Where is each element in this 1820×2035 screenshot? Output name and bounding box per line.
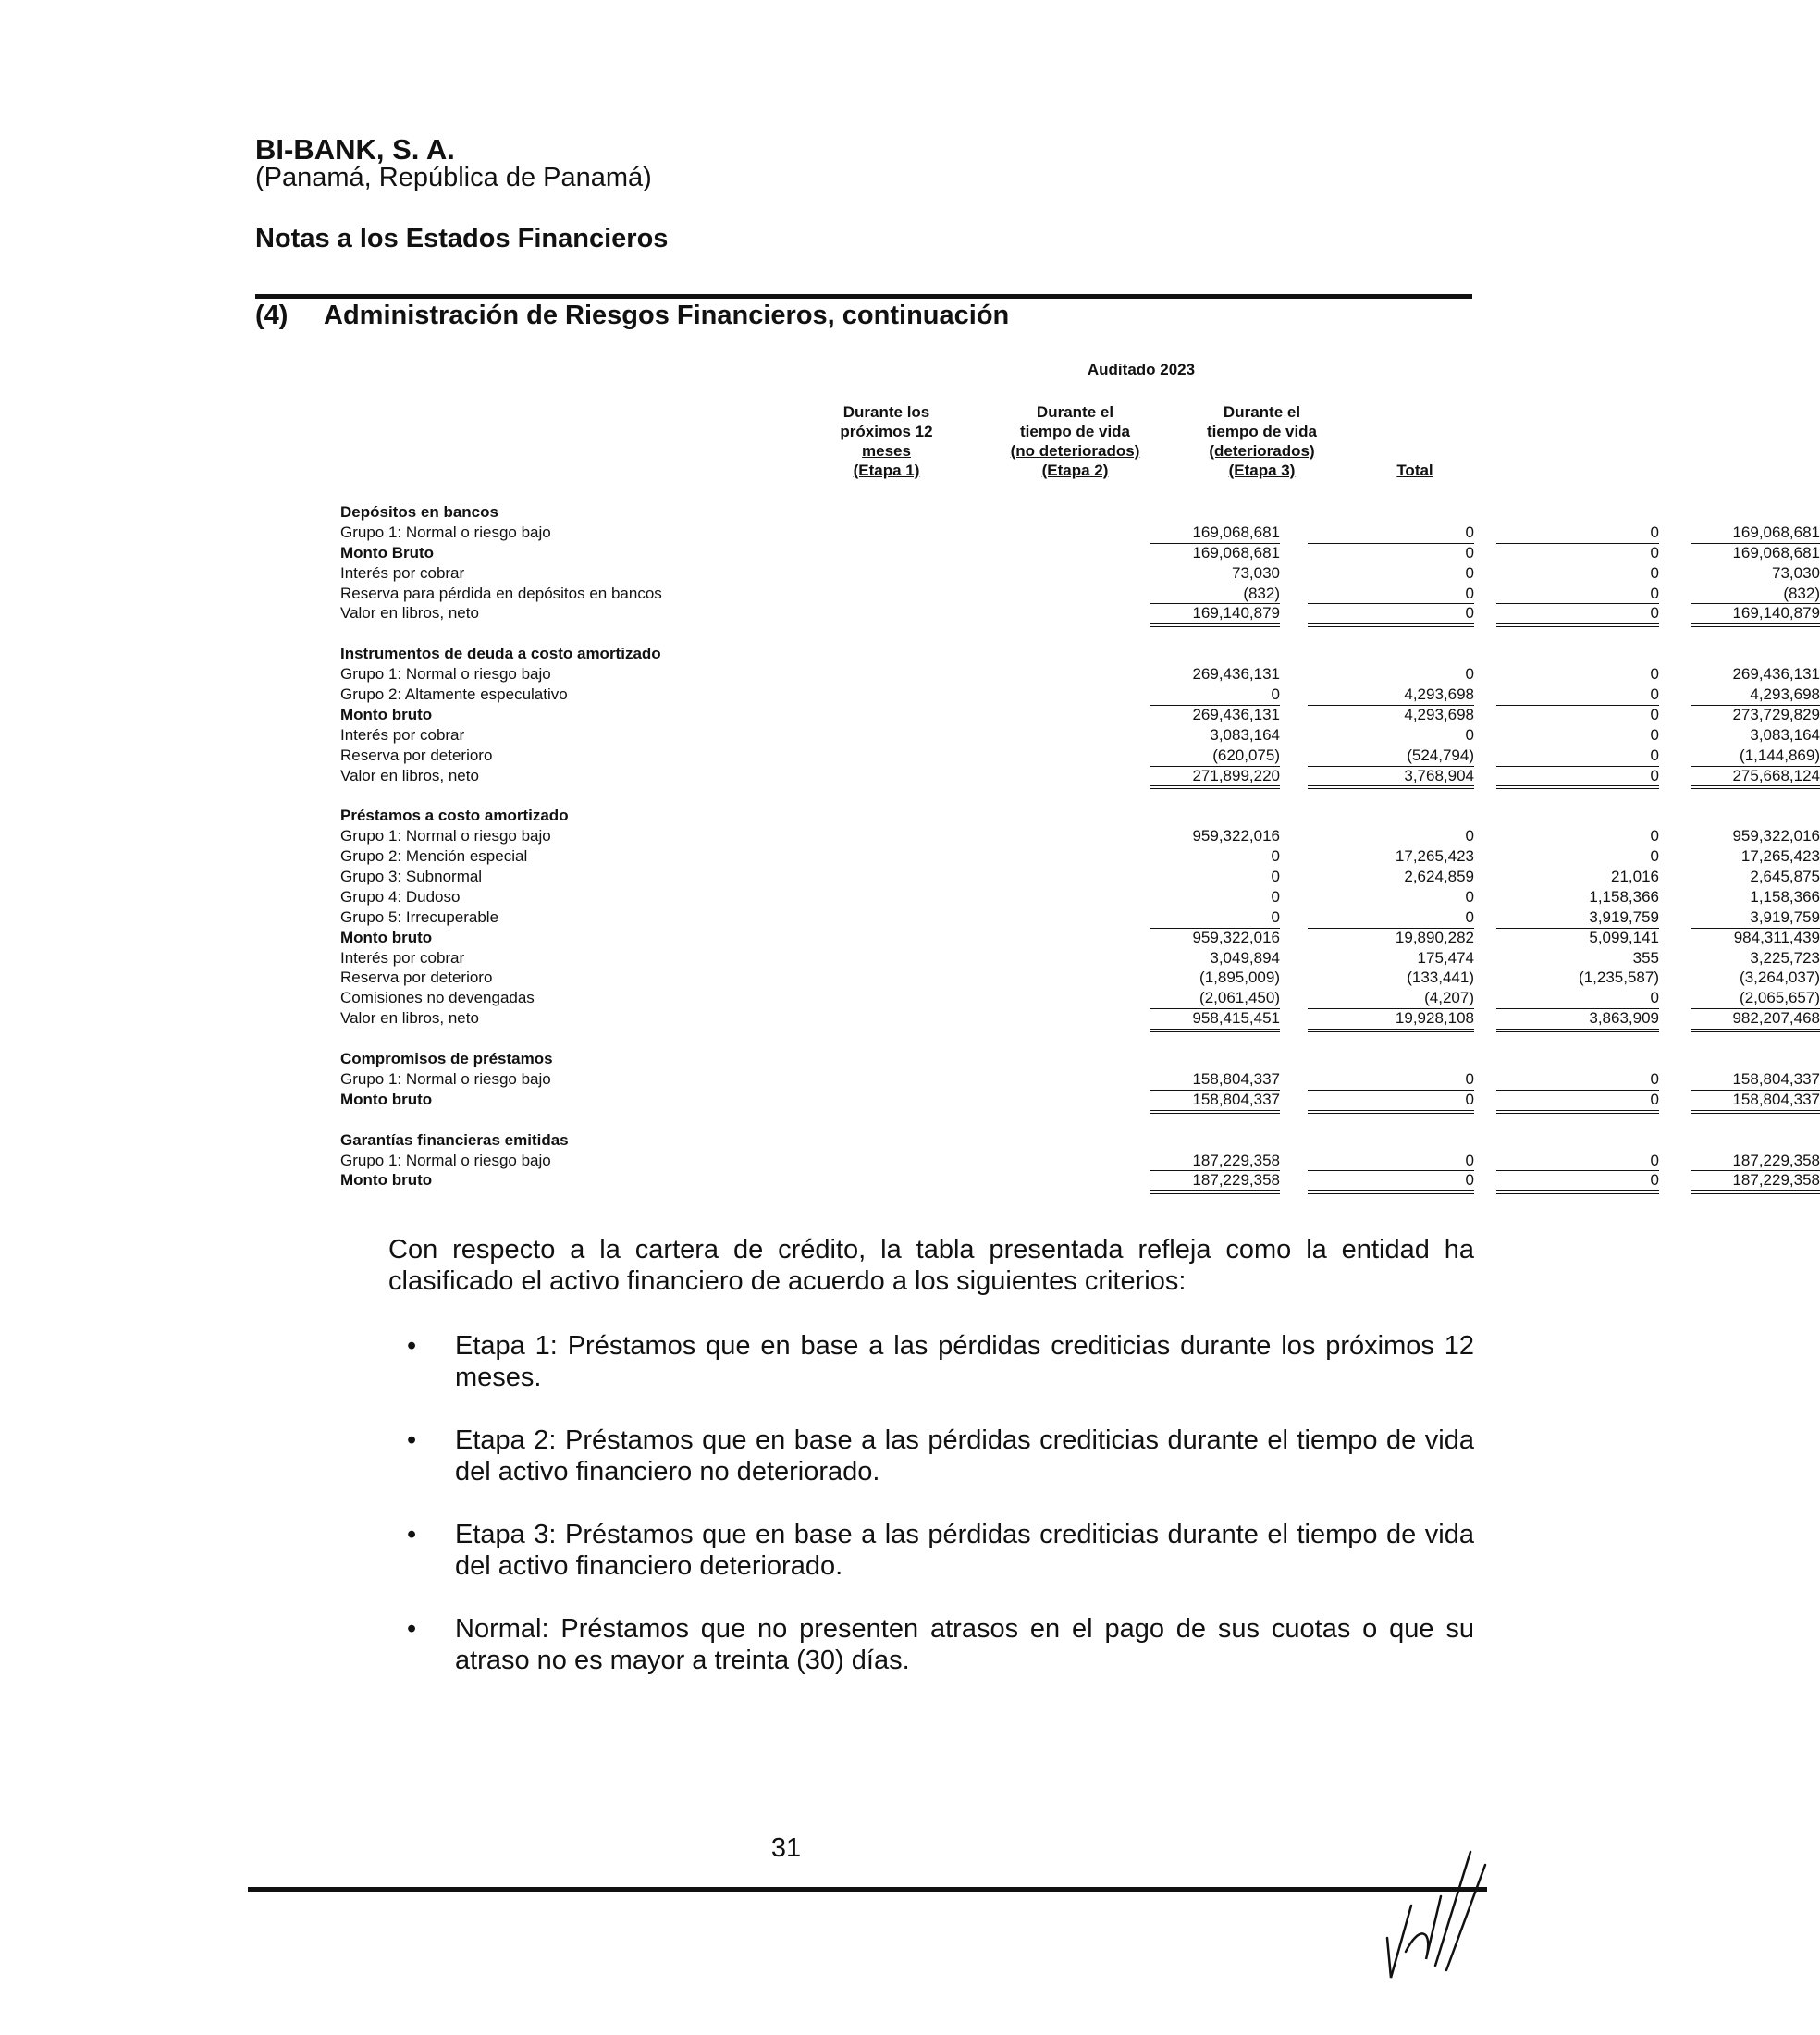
section-label: Compromisos de préstamos [340, 1050, 553, 1068]
cell-total: (1,144,869) [1691, 746, 1820, 767]
table-section-header [340, 1049, 1469, 1069]
cell-etapa-3: 3,919,759 [1496, 907, 1659, 929]
cell-etapa-3: 1,158,366 [1589, 887, 1659, 906]
table-row [340, 543, 1820, 563]
bullet-icon: • [407, 1520, 417, 1549]
table-row [340, 1090, 1820, 1110]
table-row [340, 584, 1820, 604]
column-header-line: tiempo de vida [1019, 423, 1131, 440]
table-row [340, 766, 1820, 786]
cell-etapa-3: (1,235,587) [1579, 968, 1659, 987]
cell-etapa-2: 0 [1465, 887, 1474, 906]
cell-total: 17,265,423 [1740, 847, 1820, 866]
column-header-line: próximos 12 [840, 423, 933, 440]
row-label: Monto Bruto [340, 543, 435, 561]
criteria-item [388, 1330, 1474, 1393]
table-row [340, 928, 1820, 948]
section-label: Préstamos a costo amortizado [340, 807, 569, 825]
section-heading [255, 301, 1009, 331]
cell-etapa-1: 169,140,879 [1150, 603, 1280, 627]
cell-etapa-2: 4,293,698 [1308, 684, 1474, 706]
cell-etapa-1: (1,895,009) [1199, 968, 1280, 987]
criteria-item [388, 1613, 1474, 1676]
cell-etapa-3: 0 [1496, 1151, 1659, 1172]
cell-etapa-2: 0 [1308, 1170, 1474, 1194]
row-label: Valor en libros, neto [340, 766, 479, 784]
column-header-line: Durante los [842, 403, 930, 421]
row-label: Interés por cobrar [340, 948, 465, 967]
cell-etapa-2: 0 [1308, 523, 1474, 544]
cell-etapa-3: 0 [1496, 1069, 1659, 1091]
cell-etapa-3: 0 [1650, 725, 1659, 744]
column-header-4 [1350, 461, 1480, 480]
column-header-2 [990, 402, 1161, 480]
row-label: Valor en libros, neto [340, 1009, 479, 1028]
cell-etapa-2: 0 [1465, 665, 1474, 684]
row-label: Valor en libros, neto [340, 604, 479, 623]
column-header-1 [801, 402, 972, 480]
cell-etapa-3: 0 [1496, 523, 1659, 544]
cell-etapa-1: 187,229,358 [1150, 1151, 1280, 1172]
cell-total: 2,645,875 [1750, 868, 1820, 886]
section-gap [340, 623, 1469, 644]
table-row [340, 1069, 1820, 1090]
risk-table [340, 502, 1820, 1190]
cell-etapa-2: 0 [1308, 584, 1474, 605]
cell-etapa-2: (524,794) [1308, 746, 1474, 767]
row-label: Interés por cobrar [340, 725, 465, 744]
section-gap [340, 1029, 1469, 1049]
cell-total: 169,068,681 [1732, 543, 1820, 561]
cell-etapa-2: 2,624,859 [1404, 868, 1474, 886]
cell-etapa-1: (2,061,450) [1150, 988, 1280, 1009]
criteria-text: Etapa 3: Préstamos que en base a las pérdidas crediticias durante el tiempo de vida del activo financiero deteriorado. [455, 1520, 1474, 1581]
table-row [340, 988, 1820, 1008]
bottom-rule [248, 1887, 1487, 1892]
cell-etapa-1: 169,068,681 [1192, 543, 1280, 561]
cell-etapa-1: 0 [1150, 907, 1280, 929]
cell-etapa-2: 0 [1465, 827, 1474, 845]
section-label: Depósitos en bancos [340, 503, 498, 521]
cell-etapa-2: 17,265,423 [1395, 847, 1474, 866]
table-row [340, 705, 1820, 725]
cell-etapa-2: 19,928,108 [1308, 1008, 1474, 1032]
table-row [340, 746, 1820, 766]
cell-etapa-3: 21,016 [1611, 868, 1659, 886]
cell-etapa-2: 3,768,904 [1308, 766, 1474, 790]
row-label: Monto bruto [340, 1090, 433, 1108]
table-group-header: Auditado 2023 [1087, 361, 1196, 378]
row-label: Grupo 5: Irrecuperable [340, 907, 499, 926]
column-header-line: (Etapa 2) [1041, 462, 1109, 479]
cell-etapa-1: 73,030 [1232, 563, 1280, 582]
cell-etapa-1: 269,436,131 [1192, 665, 1280, 684]
cell-total: 158,804,337 [1691, 1069, 1820, 1091]
bullet-icon: • [407, 1614, 417, 1644]
table-row [340, 523, 1820, 543]
cell-total: 3,083,164 [1750, 725, 1820, 744]
cell-etapa-1: 271,899,220 [1150, 766, 1280, 790]
table-row [340, 867, 1820, 887]
cell-etapa-2: 0 [1465, 725, 1474, 744]
table-row [340, 1008, 1820, 1029]
table-section-header [340, 806, 1469, 826]
cell-etapa-1: 169,068,681 [1150, 523, 1280, 544]
cell-total: 3,919,759 [1691, 907, 1820, 929]
cell-etapa-3: 0 [1496, 1170, 1659, 1194]
row-label: Reserva por deterioro [340, 746, 493, 764]
cell-etapa-1: 3,049,894 [1210, 948, 1280, 967]
cell-total: 73,030 [1772, 563, 1820, 582]
row-label: Grupo 1: Normal o riesgo bajo [340, 827, 551, 845]
table-row [340, 846, 1820, 867]
cell-etapa-2: 0 [1465, 563, 1474, 582]
cell-total: (832) [1691, 584, 1820, 605]
cell-etapa-2: 4,293,698 [1404, 705, 1474, 723]
table-section-header [340, 1130, 1469, 1151]
cell-etapa-2: 0 [1308, 603, 1474, 627]
cell-etapa-1: 959,322,016 [1192, 827, 1280, 845]
table-row [340, 968, 1820, 988]
bullet-icon: • [407, 1331, 417, 1361]
cell-etapa-3: 0 [1650, 665, 1659, 684]
cell-total: 4,293,698 [1691, 684, 1820, 706]
cell-total: 187,229,358 [1691, 1170, 1820, 1194]
section-number: (4) [255, 301, 289, 330]
column-header-line: Total [1396, 462, 1433, 479]
column-header-line: (deteriorados) [1209, 442, 1315, 460]
table-section-header [340, 644, 1469, 664]
column-header-line: Durante el [1036, 403, 1114, 421]
cell-etapa-3: 0 [1496, 1090, 1659, 1114]
row-label: Monto bruto [340, 705, 433, 723]
cell-etapa-3: 0 [1496, 766, 1659, 790]
column-header-line: (Etapa 1) [853, 462, 920, 479]
row-label: Grupo 1: Normal o riesgo bajo [340, 523, 551, 541]
bullet-icon: • [407, 1425, 417, 1455]
criteria-text: Etapa 2: Préstamos que en base a las pérdidas crediticias durante el tiempo de vida del activo financiero no deteriorado. [455, 1425, 1474, 1486]
row-label: Comisiones no devengadas [340, 989, 535, 1007]
cell-etapa-3: 355 [1632, 948, 1659, 967]
cell-total: 269,436,131 [1732, 665, 1820, 684]
cell-total: 984,311,439 [1733, 928, 1820, 946]
column-header-line: tiempo de vida [1206, 423, 1318, 440]
cell-etapa-1: 958,415,451 [1150, 1008, 1280, 1032]
signature-initials [1369, 1841, 1489, 1980]
table-row [340, 887, 1820, 907]
cell-etapa-2: 175,474 [1417, 948, 1474, 967]
criteria-text: Etapa 1: Préstamos que en base a las pérdidas crediticias durante los próximos 12 meses. [455, 1331, 1474, 1392]
table-row [340, 1170, 1820, 1190]
cell-etapa-3: 0 [1650, 827, 1659, 845]
section-label: Instrumentos de deuda a costo amortizado [340, 645, 661, 663]
cell-etapa-1: 0 [1150, 684, 1280, 706]
row-label: Monto bruto [340, 1171, 433, 1190]
cell-etapa-1: 158,804,337 [1150, 1069, 1280, 1091]
cell-total: 187,229,358 [1691, 1151, 1820, 1172]
table-row [340, 664, 1820, 684]
table-row [340, 948, 1820, 968]
cell-etapa-2: 0 [1308, 1090, 1474, 1114]
cell-etapa-3: 0 [1496, 603, 1659, 627]
table-row [340, 826, 1820, 846]
column-header-line: Durante el [1223, 403, 1301, 421]
cell-etapa-2: (133,441) [1407, 968, 1474, 987]
top-rule [255, 294, 1472, 299]
cell-total: 275,668,124 [1691, 766, 1820, 790]
cell-etapa-3: 0 [1650, 847, 1659, 866]
cell-etapa-3: 5,099,141 [1589, 928, 1659, 946]
section-gap [340, 785, 1469, 806]
criteria-text: Normal: Préstamos que no presenten atrasos en el pago de sus cuotas o que su atraso no es mayor a treinta (30) días. [455, 1614, 1474, 1675]
cell-etapa-3: 0 [1650, 563, 1659, 582]
row-label: Grupo 2: Mención especial [340, 847, 528, 866]
column-header-3 [1176, 402, 1347, 480]
table-row [340, 907, 1820, 928]
cell-etapa-1: (620,075) [1150, 746, 1280, 767]
table-row [340, 725, 1820, 746]
row-label: Grupo 2: Altamente especulativo [340, 685, 568, 704]
table-row [340, 563, 1820, 584]
cell-etapa-2: 0 [1308, 907, 1474, 929]
document-title: Notas a los Estados Financieros [255, 224, 669, 253]
row-label: Grupo 1: Normal o riesgo bajo [340, 1151, 551, 1169]
cell-etapa-3: 0 [1496, 746, 1659, 767]
cell-total: 959,322,016 [1732, 827, 1820, 845]
cell-total: 169,068,681 [1691, 523, 1820, 544]
cell-etapa-3: 0 [1496, 988, 1659, 1009]
cell-etapa-1: 269,436,131 [1192, 705, 1280, 723]
page-number: 31 [770, 1833, 802, 1863]
cell-etapa-1: 0 [1271, 847, 1280, 866]
row-label: Reserva para pérdida en depósitos en bancos [340, 584, 662, 602]
criteria-paragraph: Con respecto a la cartera de crédito, la tabla presentada refleja como la entidad ha clasificado el activo financiero de acuerdo a los siguientes criterios: [388, 1235, 1474, 1296]
cell-total: 273,729,829 [1732, 705, 1820, 723]
cell-etapa-1: (832) [1150, 584, 1280, 605]
cell-etapa-3: 0 [1496, 684, 1659, 706]
cell-etapa-3: 3,863,909 [1496, 1008, 1659, 1032]
table-row [340, 603, 1820, 623]
cell-etapa-2: 0 [1465, 543, 1474, 561]
row-label: Grupo 3: Subnormal [340, 868, 483, 886]
cell-total: 982,207,468 [1691, 1008, 1820, 1032]
row-label: Grupo 4: Dudoso [340, 887, 461, 906]
criteria-item [388, 1424, 1474, 1487]
cell-etapa-2: 0 [1308, 1151, 1474, 1172]
cell-etapa-1: 158,804,337 [1150, 1090, 1280, 1114]
row-label: Monto bruto [340, 928, 433, 946]
table-row [340, 1151, 1820, 1171]
cell-etapa-3: 0 [1496, 584, 1659, 605]
table-section-header [340, 502, 1469, 523]
row-label: Interés por cobrar [340, 563, 465, 582]
cell-total: (3,264,037) [1740, 968, 1820, 987]
row-label: Grupo 1: Normal o riesgo bajo [340, 1069, 551, 1088]
cell-etapa-3: 0 [1650, 543, 1659, 561]
section-title: Administración de Riesgos Financieros, continuación [324, 301, 1010, 330]
cell-etapa-1: 3,083,164 [1210, 725, 1280, 744]
column-header-line: meses [862, 442, 911, 460]
company-name: BI-BANK, S. A. [255, 133, 455, 166]
criteria-list [388, 1330, 1474, 1708]
cell-etapa-3: 0 [1650, 705, 1659, 723]
company-location: (Panamá, República de Panamá) [255, 163, 652, 192]
cell-total: (2,065,657) [1691, 988, 1820, 1009]
cell-etapa-2: (4,207) [1308, 988, 1474, 1009]
cell-total: 3,225,723 [1750, 948, 1820, 967]
column-header-line: (Etapa 3) [1228, 462, 1296, 479]
column-header-line: (no deteriorados) [1010, 442, 1140, 460]
row-label: Grupo 1: Normal o riesgo bajo [340, 665, 551, 684]
cell-total: 158,804,337 [1691, 1090, 1820, 1114]
cell-etapa-1: 187,229,358 [1150, 1170, 1280, 1194]
row-label: Reserva por deterioro [340, 968, 493, 987]
cell-etapa-1: 0 [1271, 868, 1280, 886]
criteria-item [388, 1519, 1474, 1582]
section-gap [340, 1110, 1469, 1130]
cell-etapa-1: 959,322,016 [1192, 928, 1280, 946]
section-label: Garantías financieras emitidas [340, 1130, 569, 1149]
cell-total: 169,140,879 [1691, 603, 1820, 627]
cell-etapa-2: 0 [1308, 1069, 1474, 1091]
cell-etapa-2: 19,890,282 [1395, 928, 1474, 946]
table-row [340, 684, 1820, 705]
cell-etapa-1: 0 [1271, 887, 1280, 906]
cell-total: 1,158,366 [1750, 887, 1820, 906]
